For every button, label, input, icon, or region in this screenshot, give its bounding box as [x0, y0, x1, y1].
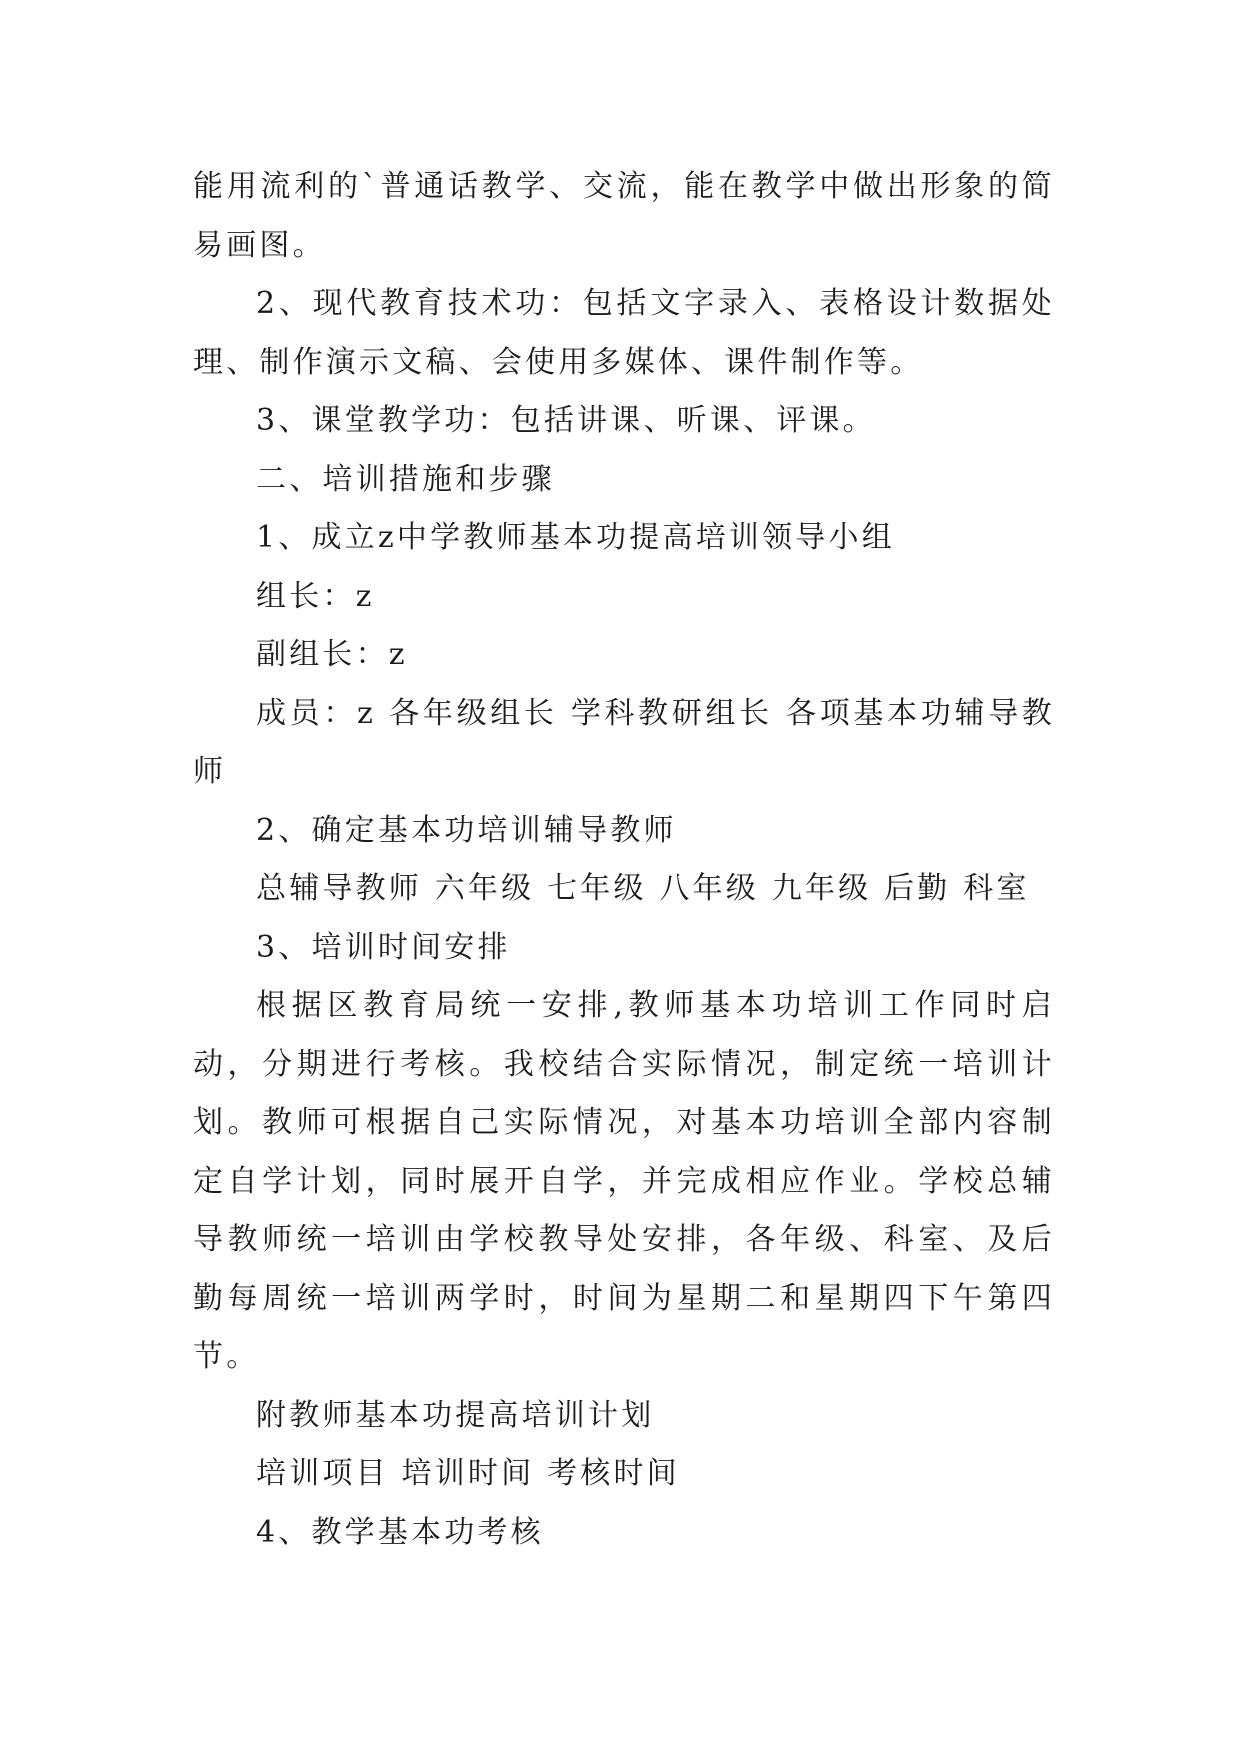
paragraph-schedule-heading: 3、培训时间安排: [256, 929, 511, 965]
paragraph-tutors-list: 总辅导教师 六年级 七年级 八年级 九年级 后勤 科室: [256, 871, 1030, 906]
paragraph-group-leader: 组长：z: [256, 578, 375, 614]
paragraph-deputy-leader: 副组长：z: [256, 637, 408, 672]
document-body: [193, 158, 1055, 1562]
paragraph-continuation: 能用流利的`普通话教学、交流，能在教学中做出形象的简易画图。: [193, 169, 1055, 263]
paragraph-classroom-skills: 3、课堂教学功：包括讲课、听课、评课。: [256, 403, 876, 438]
paragraph-assessment-heading: 4、教学基本功考核: [256, 1514, 544, 1550]
paragraph-schedule-body: 根据区教育局统一安排,教师基本功培训工作同时启动，分期进行考核。我校结合实际情况，制定统一培训计划。教师可根据自己实际情况，对基本功培训全部内容制定自学计划，同时展开自学，并完成相应作业。学校总辅导教师统一培训由学校教导处安排，各年级、科室、及后勤每周统一培训两学时，时间为星期二和星期四下午第四节。: [193, 988, 1055, 1374]
paragraph-members: 成员：z 各年级组长 学科教研组长 各项基本功辅导教师: [193, 695, 1055, 789]
paragraph-modern-tech-skills: 2、现代教育技术功：包括文字录入、表格设计数据处理、制作演示文稿、会使用多媒体、课件制作等。: [193, 286, 1055, 380]
paragraph-plan-columns: 培训项目 培训时间 考核时间: [256, 1456, 680, 1491]
paragraph-tutors-heading: 2、确定基本功培训辅导教师: [256, 812, 677, 848]
section-heading-measures: 二、培训措施和步骤: [256, 461, 555, 497]
paragraph-leading-group: 1、成立z中学教师基本功提高培训领导小组: [256, 520, 895, 555]
paragraph-plan-attachment: 附教师基本功提高培训计划: [256, 1397, 655, 1433]
